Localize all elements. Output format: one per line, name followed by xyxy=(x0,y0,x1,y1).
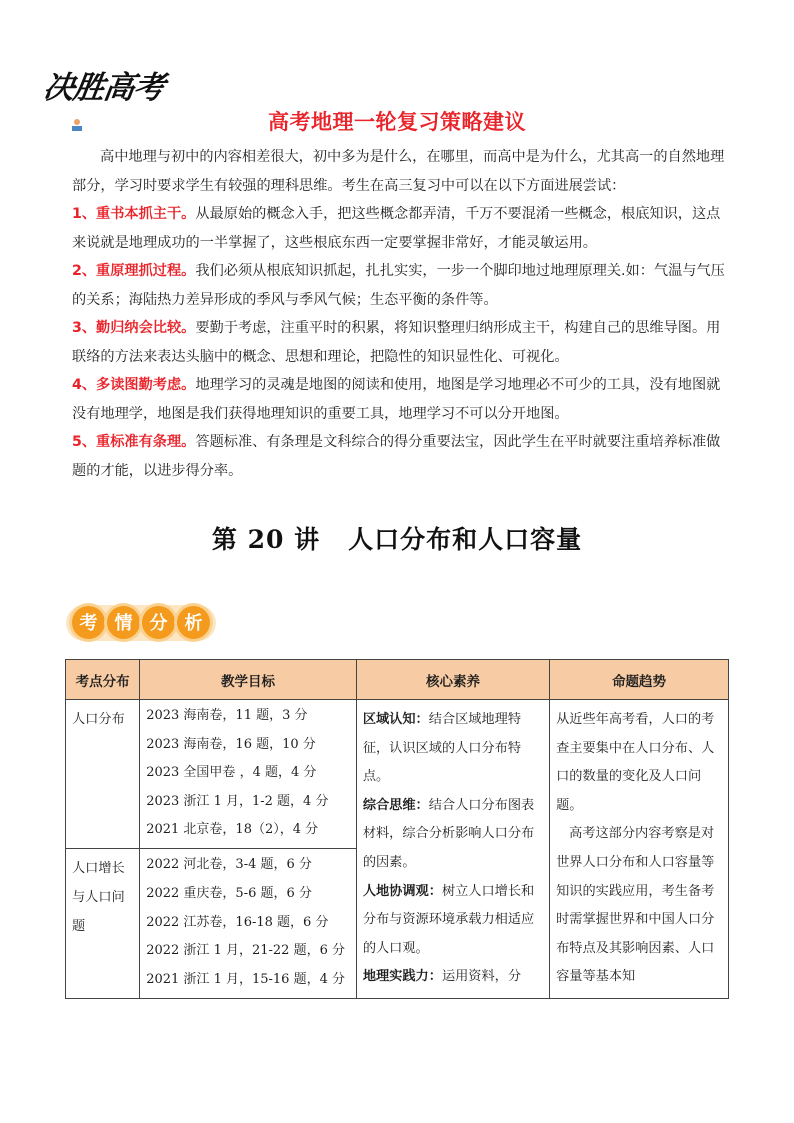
lecture-title xyxy=(0,520,794,556)
lecture-number: 第 20 讲 xyxy=(211,525,321,554)
tip-text: 从最原始的概念入手，把这些概念都弄清，千万不要混淆一些概念，根底知识，这点来说就是地理成功的一半掌握了，这些根底东西一定要掌握非常好，才能灵敏运用。 xyxy=(72,206,721,251)
lecture-name: 人口分布和人口容量 xyxy=(348,525,583,554)
target-line: 2023 浙江 1 月，1-2 题，4 分 xyxy=(146,793,329,809)
trend-paragraph: 从近些年高考看，人口的考查主要集中在人口分布、人口的数量的变化及人口问题。 xyxy=(556,712,715,813)
tip-key: 5、重标准有条理。 xyxy=(72,434,196,450)
targets-cell xyxy=(140,849,357,998)
table-row xyxy=(66,700,729,849)
badge-char: 析 xyxy=(177,606,210,639)
trend-paragraph: 高考这部分内容考察是对世界人口分布和人口容量等知识的实践应用，考生备考时需掌握世界和中国人口分布特点及其影响因素、人口容量等基本知 xyxy=(556,826,715,985)
target-line: 2022 浙江 1 月，21-22 题，6 分 xyxy=(146,943,345,959)
analysis-table xyxy=(65,659,729,999)
tip-3 xyxy=(72,314,730,371)
tip-text: 答题标准、有条理是文科综合的得分重要法宝，因此学生在平时就要注重培养标准做题的才能，以进步得分率。 xyxy=(72,434,721,479)
badge-char: 考 xyxy=(72,606,105,639)
target-line: 2022 重庆卷，5-6 题，6 分 xyxy=(146,886,312,902)
target-line: 2023 海南卷，16 题，10 分 xyxy=(146,736,316,752)
target-line: 2021 浙江 1 月，15-16 题，4 分 xyxy=(146,971,345,987)
main-title: 高考地理一轮复习策略建议 xyxy=(268,110,526,134)
literacy-key: 综合思维： xyxy=(362,797,429,813)
header-targets: 教学目标 xyxy=(140,660,357,700)
target-line: 2021 北京卷，18（2），4 分 xyxy=(146,822,319,838)
header-topic: 考点分布 xyxy=(66,660,140,700)
table-header-row xyxy=(66,660,729,700)
header-literacy: 核心素养 xyxy=(356,660,549,700)
target-line: 2023 海南卷，11 题，3 分 xyxy=(146,708,308,723)
literacy-key: 人地协调观： xyxy=(362,883,442,899)
tip-4 xyxy=(72,371,730,428)
trend-cell xyxy=(550,700,729,999)
header-trend: 命题趋势 xyxy=(550,660,729,700)
tip-5 xyxy=(72,428,730,485)
target-line: 2022 江苏卷，16-18 题，6 分 xyxy=(146,914,329,930)
tip-2 xyxy=(72,257,730,314)
target-line: 2022 河北卷，3-4 题，6 分 xyxy=(146,857,312,873)
section-badge xyxy=(72,601,212,643)
tip-text: 我们必须从根底知识抓起，扎扎实实，一步一个脚印地过地理原理关.如：气温与气压的关系；海陆热力差异形成的季风与季风气候；生态平衡的条件等。 xyxy=(72,263,725,308)
logo-text: 决胜高考 xyxy=(40,70,167,106)
tip-key: 1、重书本抓主干。 xyxy=(72,206,196,222)
literacy-cell: 区域认知：结合区域地理特征，认识区域的人口分布特点。 综合思维：结合人口分布图表材料，综合分析影响人口分布的因素。 人地协调观：树立人口增长和分布与资源环境承载力相适应的人口观。 地理实践力：运用资料，分 xyxy=(356,700,549,999)
tip-key: 3、勤归纳会比较。 xyxy=(72,320,196,336)
badge-char: 情 xyxy=(107,606,140,639)
tip-text: 要勤于考虑，注重平时的积累，将知识整理归纳形成主干，构建自己的思维导图。用联络的方法来表达头脑中的概念、思想和理论，把隐性的知识显性化、可视化。 xyxy=(72,320,721,365)
targets-cell xyxy=(140,700,357,849)
literacy-key: 地理实践力： xyxy=(362,969,442,985)
tip-1 xyxy=(72,200,730,257)
target-line: 2023 全国甲卷 ，4 题，4 分 xyxy=(146,765,317,781)
intro-paragraph: 高中地理与初中的内容相差很大，初中多为是什么，在哪里，而高中是为什么，尤其高一的自然地理部分，学习时要求学生有较强的理科思维。考生在高三复习中可以在以下方面进展尝试： xyxy=(72,149,725,194)
tip-key: 2、重原理抓过程。 xyxy=(72,263,196,279)
tip-text: 地理学习的灵魂是地图的阅读和使用，地图是学习地理必不可少的工具，没有地图就没有地理学，地图是我们获得地理知识的重要工具，地理学习不可以分开地图。 xyxy=(72,377,721,422)
literacy-key: 区域认知： xyxy=(362,712,429,727)
tip-key: 4、多读图勤考虑。 xyxy=(72,377,196,393)
topic-cell: 人口增长与人口问题 xyxy=(66,849,140,998)
badge-char: 分 xyxy=(142,606,175,639)
topic-cell: 人口分布 xyxy=(66,700,140,849)
